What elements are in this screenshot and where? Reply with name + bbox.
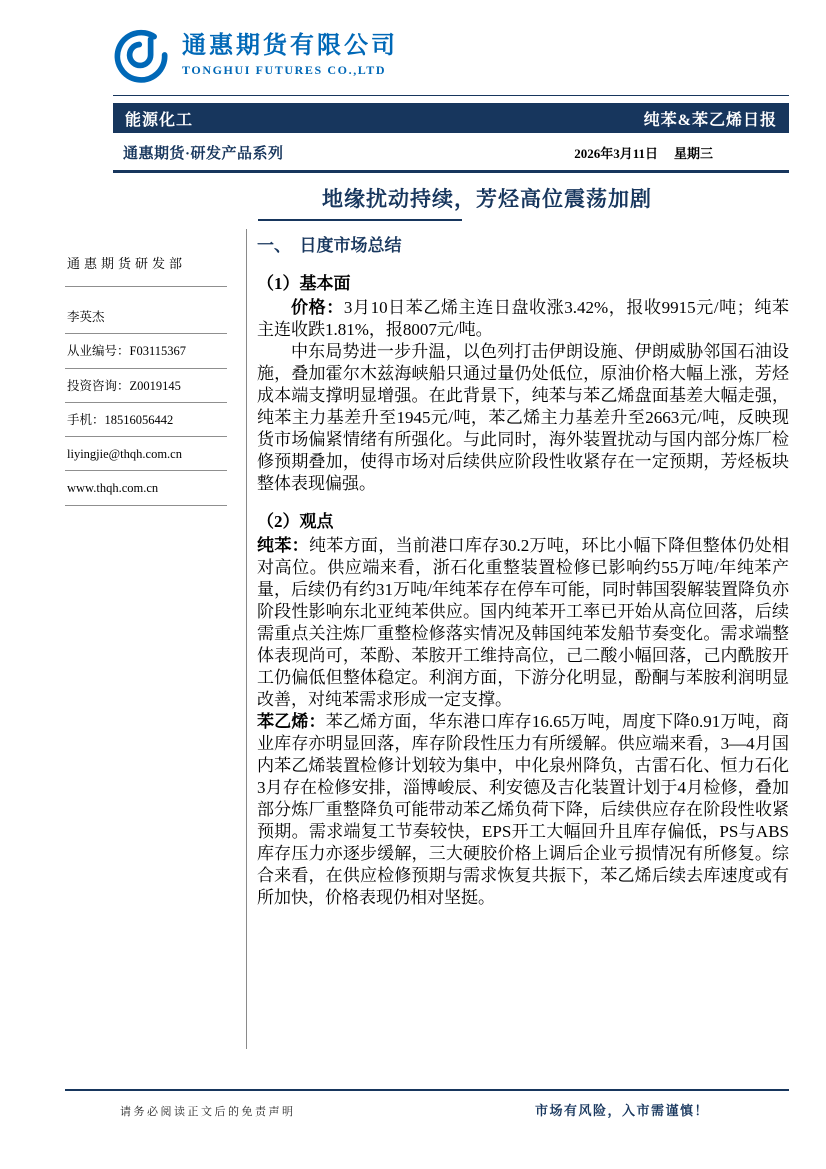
brand-text (182, 32, 398, 78)
company-logo-icon (113, 27, 169, 83)
analyst-reg-no: 从业编号：F03115367 (65, 334, 227, 368)
analyst-sidebar (65, 229, 227, 1049)
company-name-cn: 通惠期货有限公司 (182, 33, 398, 60)
report-title: 地缘扰动持续，芳烃高位震荡加剧 (322, 187, 652, 211)
department-label: 通惠期货研发部 (65, 247, 227, 287)
report-name-label: 纯苯&苯乙烯日报 (643, 111, 777, 129)
series-label: 通惠期货·研发产品系列 (123, 146, 284, 162)
header-rule (113, 170, 789, 173)
weekday-label: 星期三 (673, 146, 713, 161)
price-text: 3月10日苯乙烯主连日盘收涨3.42%，报收9915元/吨；纯苯主连收跌1.81%，报8007元/吨。 (257, 298, 790, 340)
report-footer (0, 1089, 826, 1119)
category-banner (113, 103, 789, 133)
company-website: www.thqh.com.cn (65, 471, 227, 505)
styrene-paragraph (257, 711, 789, 909)
analyst-phone: 手机：18516056442 (65, 403, 227, 437)
styrene-label: 苯乙烯： (257, 712, 326, 732)
analyst-name: 李英杰 (65, 300, 227, 334)
price-paragraph (257, 297, 789, 341)
company-name-en: TONGHUI FUTURES CO.,LTD (182, 62, 387, 77)
footer-row (65, 1100, 789, 1119)
section-title: 一、 日度市场总结 (257, 236, 402, 256)
footer-divider (65, 1089, 789, 1091)
styrene-text: 苯乙烯方面，华东港口库存16.65万吨，周度下降0.91万吨，商业库存亦明显回落，库存阶段性压力有所缓解。供应端来看，3—4月国内苯乙烯装置检修计划较为集中，中化泉州降负，古雷石化、恒力石化3月存在检修安排，淄博峻辰、利安德及吉化装置计划于4月检修，叠加部分炼厂重整降负可能带动苯乙烯负荷下降，后续供应存在阶段性收紧预期。需求端复工节奏较快，EPS开工大幅回升且库存偏低，PS与ABS库存压力亦逐步缓解，三大硬胶价格上调后企业亏损情况有所修复。综合来看，在供应检修预期与需求恢复共振下，苯乙烯后续去库速度或有所加快，价格表现仍相对坚挺。 (257, 712, 790, 908)
brand-header (113, 24, 789, 86)
series-row (113, 142, 789, 163)
price-label: 价格： (291, 298, 344, 318)
analyst-email: liyingjie@thqh.com.cn (65, 437, 227, 471)
benzene-text: 纯苯方面，当前港口库存30.2万吨，环比小幅下降但整体仍处相对高位。供应端来看，浙石化重整装置检修已影响约55万吨/年纯苯产量，后续仍有约31万吨/年纯苯存在停车可能，同时韩国裂解装置降负亦阶段性影响东北亚纯苯供应。国内纯苯开工率已开始从高位回落，后续需重点关注炼厂重整检修落实情况及韩国纯苯发船节奏变化。需求端整体表现尚可，苯酚、苯胺开工维持高位，己二酸小幅回落，己内酰胺开工仍偏低但整体稳定。利润方面，下游分化明显，酚酮与苯胺利润明显改善，对纯苯需求形成一定支撑。 (257, 536, 790, 710)
report-date (574, 143, 789, 162)
category-label: 能源化工 (125, 111, 194, 129)
brand-divider (113, 95, 789, 96)
benzene-label: 纯苯： (257, 536, 309, 556)
date-label: 2026年3月11日 (574, 146, 658, 161)
main-content (257, 229, 789, 1049)
subsection-viewpoint: （2）观点 (257, 512, 334, 532)
benzene-paragraph (257, 535, 789, 711)
column-divider (246, 229, 247, 1049)
subsection-fundamentals: （1）基本面 (257, 274, 351, 294)
macro-paragraph: 中东局势进一步升温，以色列打击伊朗设施、伊朗威胁邻国石油设施，叠加霍尔木兹海峡船只通过量仍处低位，原油价格大幅上涨，芳烃成本端支撑明显增强。在此背景下，纯苯与苯乙烯盘面基差大幅走强，纯苯主力基差升至1945元/吨，苯乙烯主力基差升至2663元/吨，反映现货市场偏紧情绪有所强化。与此同时，海外装置扰动与国内部分炼厂检修预期叠加，使得市场对后续供应阶段性收紧存在一定预期，芳烃板块整体表现偏强。 (257, 342, 789, 494)
analyst-advisor-no: 投资咨询：Z0019145 (65, 369, 227, 403)
report-body (65, 229, 789, 1049)
title-underline (258, 219, 462, 221)
disclaimer-note: 请务必阅读正文后的免责声明 (120, 1106, 296, 1118)
risk-warning: 市场有风险，入市需谨慎！ (534, 1103, 709, 1118)
